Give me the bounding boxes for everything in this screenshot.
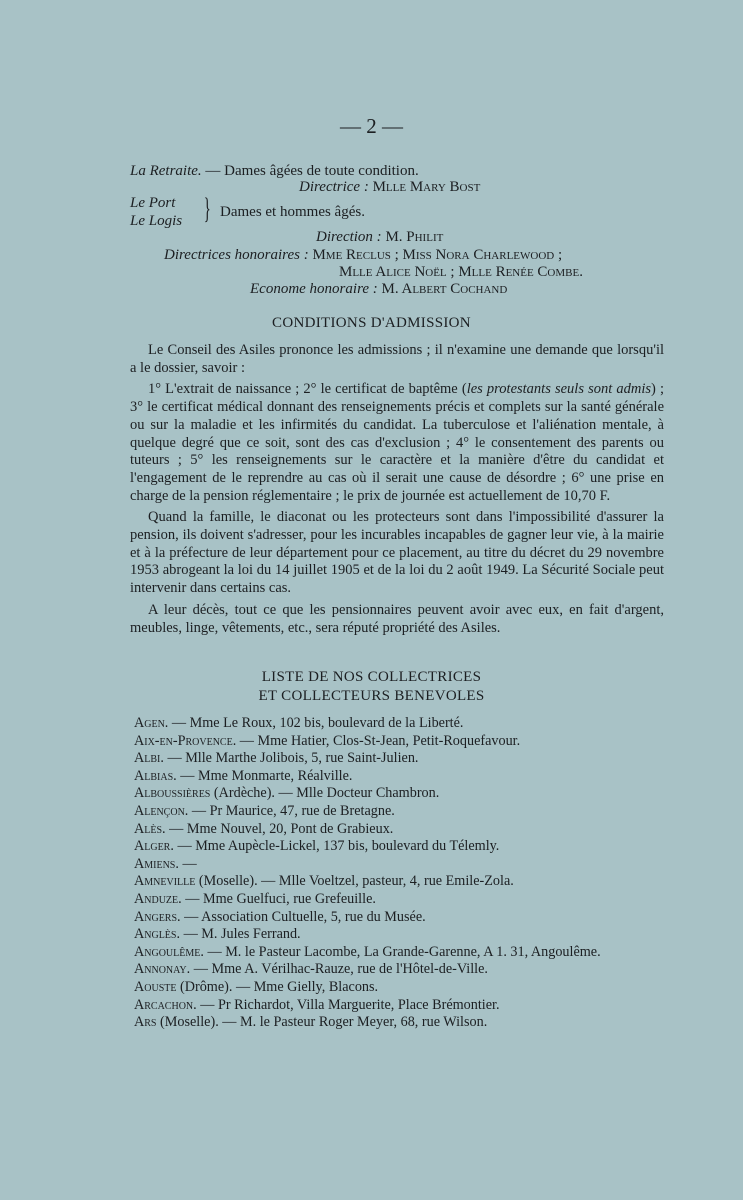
directrices-hon-line1 — [164, 246, 562, 264]
list-item-city: Angers. — [134, 908, 181, 925]
list-item — [134, 891, 669, 909]
brace-symbol: } — [203, 192, 211, 225]
list-item-city: Anglès. — [134, 926, 181, 943]
list-item — [134, 856, 669, 874]
econome-line — [250, 280, 507, 298]
list-title-line1: LISTE DE NOS COLLECTRICES — [261, 669, 482, 685]
directrices-hon-label: Directrices honoraires : — [164, 247, 309, 263]
list-item-city: Alençon. — [134, 802, 189, 819]
list-item-city: Angoulême. — [134, 943, 204, 960]
list-item-text: — M. Jules Ferrand. — [180, 926, 301, 943]
directrice-line — [299, 178, 480, 196]
list-item-text: (Moselle). — Mlle Voeltzel, pasteur, 4, rue Emile-Zola. — [195, 873, 514, 890]
page-number: — 2 — — [340, 114, 403, 138]
retraite-text: — Dames âgées de toute condition. — [205, 163, 419, 179]
conditions-paragraph-4: A leur décès, tout ce que les pensionnaires peuvent avoir avec eux, en fait d'argent, meubles, linge, vêtements, etc., sera réputé propriété des Asiles. — [130, 601, 664, 636]
p2-part-a: 1° L'extrait de naissance ; 2° le certificat de baptême ( — [148, 381, 467, 398]
logis-label: Le Logis — [130, 213, 183, 229]
list-item-text: — Mme Nouvel, 20, Pont de Grabieux. — [165, 820, 394, 837]
directrices-hon-names1: Mme Reclus ; Miss Nora Charlewood ; — [312, 247, 563, 263]
list-item-text: — Mme Guelfuci, rue Grefeuille. — [181, 890, 376, 907]
list-item — [134, 873, 669, 891]
list-item — [134, 944, 669, 962]
list-item — [134, 979, 669, 997]
port-logis-text: Dames et hommes âgés. — [220, 204, 365, 220]
conditions-text — [130, 342, 664, 637]
direction-line — [316, 228, 443, 246]
list-item — [134, 750, 669, 768]
retraite-label: La Retraite. — [130, 163, 202, 179]
list-item-city: Amiens. — [134, 855, 179, 872]
list-item-text: (Moselle). — M. le Pasteur Roger Meyer, 68, rue Wilson. — [156, 1014, 488, 1031]
list-item-city: Annonay. — [134, 961, 191, 978]
list-item — [134, 997, 669, 1015]
p2-italic: les protestants seuls sont admis — [466, 381, 652, 398]
directrice-label: Directrice : — [299, 179, 369, 195]
list-item — [134, 821, 669, 839]
list-item-text: — M. le Pasteur Lacombe, La Grande-Garenne, A 1. 31, Angoulême. — [203, 943, 601, 960]
list-item-text: — Mlle Marthe Jolibois, 5, rue Saint-Julien. — [163, 750, 419, 767]
conditions-paragraph-3: Quand la famille, le diaconat ou les protecteurs sont dans l'impossibilité d'assurer la pension, ils doivent s'adresser, pour les incurables incapables de gagner leur vie, à la mairie et à la préfecture de leur département pour ce placement, au titre du décret du 29 novembre 1953 abrogeant la loi du 14 juillet 1905 et de la loi du 2 août 1949. La Sécurité Sociale peut intervenir dans certains cas. — [130, 509, 664, 597]
directrices-hon-names2: Mlle Alice Noël ; Mlle Renée Combe. — [339, 264, 583, 280]
list-item-city: Alès. — [134, 820, 166, 837]
list-item-text: — Association Cultuelle, 5, rue du Musée. — [180, 908, 426, 925]
list-item — [134, 715, 669, 733]
list-item — [134, 1014, 669, 1032]
list-item-text: — Mme A. Vérilhac-Rauze, rue de l'Hôtel-de-Ville. — [190, 961, 488, 978]
list-item — [134, 803, 669, 821]
list-item-text: — Pr Maurice, 47, rue de Bretagne. — [188, 802, 395, 819]
conditions-paragraph-2 — [130, 381, 664, 505]
directrice-name: Mlle Mary Bost — [372, 179, 481, 195]
list-item-text: — Mme Hatier, Clos-St-Jean, Petit-Roquefavour. — [236, 732, 521, 749]
list-item-city: Agen. — [134, 715, 169, 731]
list-item-text: — Mme Le Roux, 102 bis, boulevard de la Liberté. — [168, 715, 464, 731]
list-item-city: Ars — [134, 1014, 157, 1031]
list-item-text: (Drôme). — Mme Gielly, Blacons. — [176, 978, 379, 995]
list-item — [134, 733, 669, 751]
list-item-city: Amneville — [134, 873, 196, 890]
list-item-text: (Ardèche). — Mlle Docteur Chambron. — [210, 785, 440, 802]
list-item-text: — Mme Monmarte, Réalville. — [176, 767, 353, 784]
p2-part-b: ) ; 3° le certificat médical donnant des renseignements précis et complets sur la santé générale ou sur la maladie et les infirmités du candidat. La tuberculose et l'aliénation mentale, à quelque degré que ce soit, sont des cas d'exclusion ; 4° le consentement des parents ou tuteurs ; 5° les renseignements sur le caractère et la manière d'être du candidat et l'engagement de le reprendre au cas où il serait une cause de désordre ; 6° une prise en charge de la pension réglementaire ; le prix de journée est actuellement de 10,70 F. — [130, 381, 665, 504]
port-label: Le Port — [130, 195, 176, 211]
list-item-city: Anduze. — [134, 890, 182, 907]
list-item — [134, 909, 669, 927]
list-item-city: Albias. — [134, 767, 177, 784]
list-item — [134, 838, 669, 856]
list-item — [134, 785, 669, 803]
direction-name: M. Philit — [385, 229, 444, 245]
list-item-city: Alboussières — [134, 785, 211, 802]
list-item-text: — Pr Richardot, Villa Marguerite, Place Brémontier. — [196, 996, 500, 1013]
list-item-city: Albi. — [134, 750, 164, 767]
list-item-text: — — [178, 855, 197, 872]
conditions-paragraph-1: Le Conseil des Asiles prononce les admissions ; il n'examine une demande que lorsqu'il a le dossier, savoir : — [130, 342, 664, 376]
list-item — [134, 961, 669, 979]
list-item — [134, 768, 669, 786]
list-title-line2: ET COLLECTEURS BENEVOLES — [258, 688, 485, 704]
collectors-list — [134, 715, 669, 1032]
list-item-city: Alger. — [134, 838, 174, 855]
conditions-title: CONDITIONS D'ADMISSION — [272, 315, 471, 331]
list-item-city: Arcachon. — [134, 996, 197, 1013]
econome-name: M. Albert Cochand — [381, 281, 508, 297]
list-item-text: — Mme Aupècle-Lickel, 137 bis, boulevard du Télemly. — [173, 838, 500, 855]
list-item-city: Aouste — [134, 978, 177, 995]
list-item — [134, 926, 669, 944]
list-item-city: Aix-en-Provence. — [134, 732, 237, 749]
econome-label: Econome honoraire : — [250, 281, 378, 297]
direction-label: Direction : — [316, 229, 382, 245]
